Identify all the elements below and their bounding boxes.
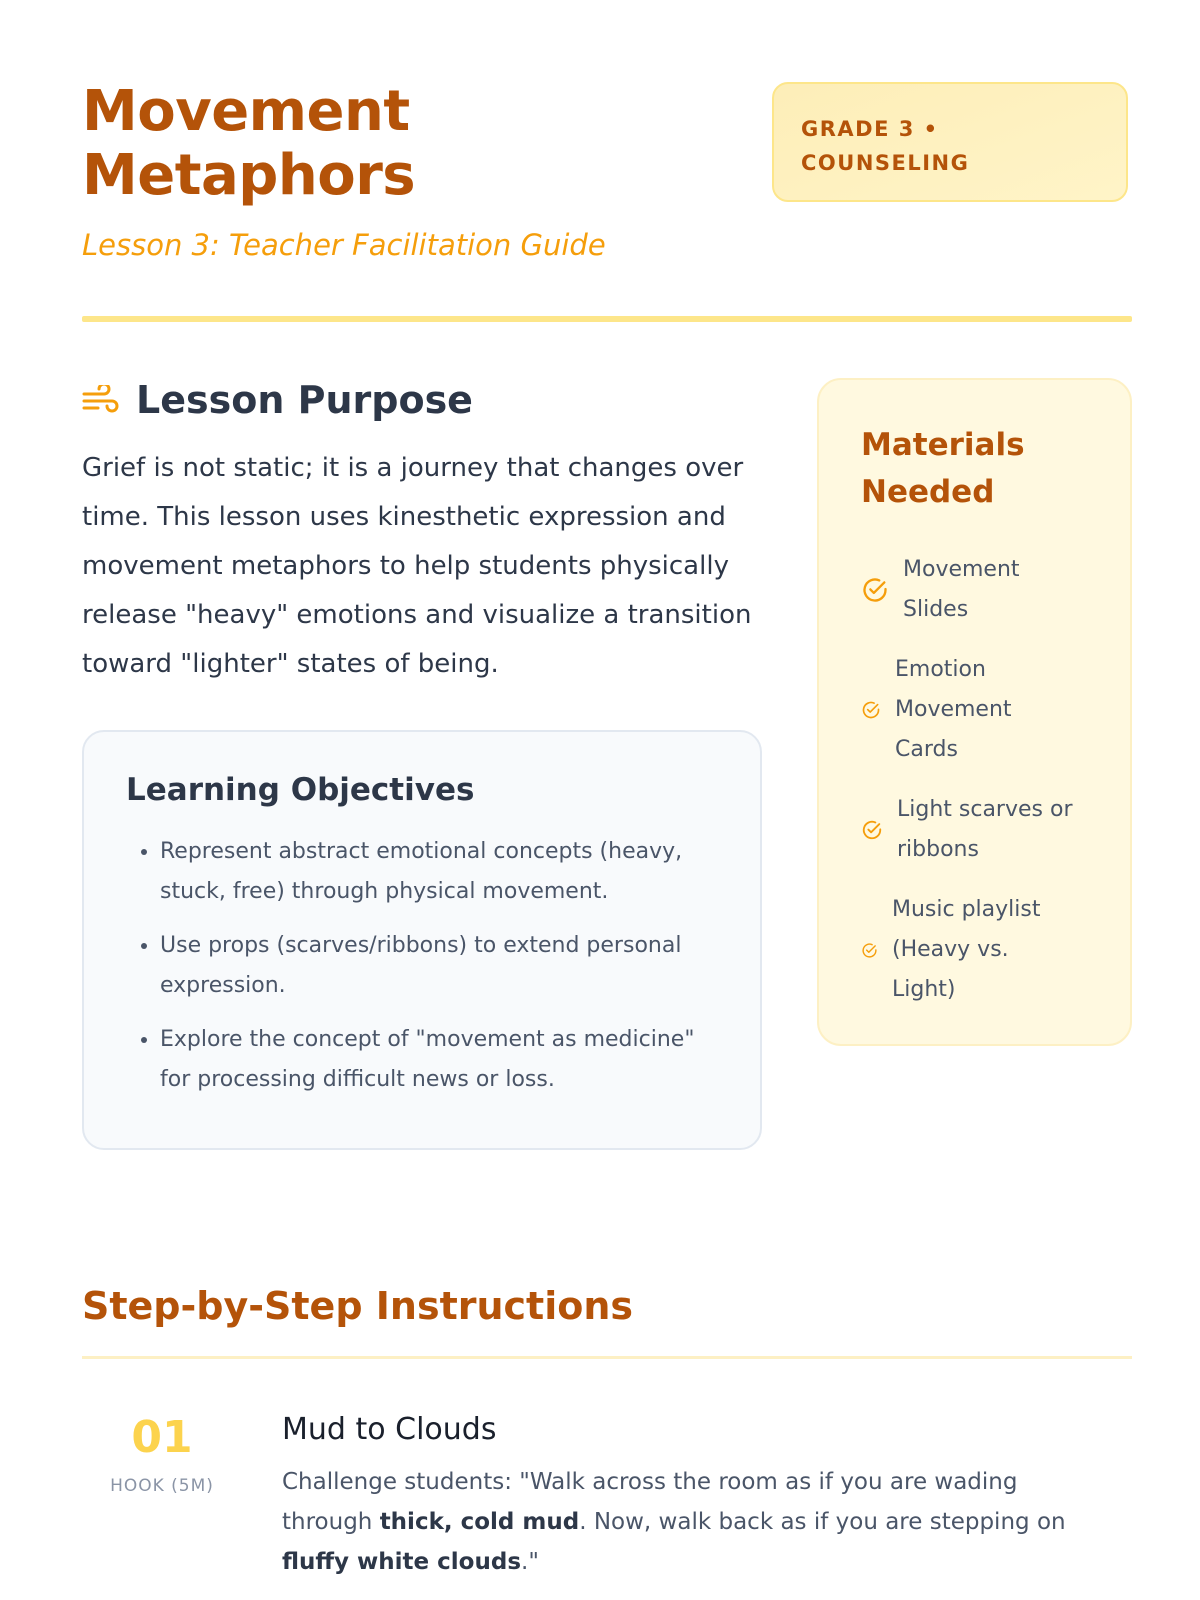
- materials-card: [817, 378, 1132, 1046]
- check-circle-icon: [861, 700, 881, 720]
- step-body-emphasis: fluffy white clouds: [282, 1549, 522, 1575]
- objective-item: • Represent abstract emotional concepts (heavy, stuck, free) through physical movement.: [160, 832, 720, 912]
- step-title: Mud to Clouds: [282, 1412, 497, 1447]
- materials-title: Materials Needed: [861, 427, 1025, 510]
- wind-icon: [82, 385, 120, 415]
- step-body-text: .": [521, 1549, 539, 1575]
- grade-badge-line-2: COUNSELING: [801, 151, 970, 175]
- step-number: 01: [131, 1412, 193, 1463]
- material-label: Light scarves or ribbons: [897, 797, 1073, 862]
- material-label: Emotion Movement Cards: [895, 657, 1012, 762]
- purpose-text: Grief is not static; it is a journey that changes over time. This lesson uses kinesthetic expression and movement metaphors to help students physically release "heavy" emotions and visualize a transition toward "lighter" states of being.: [82, 453, 752, 679]
- objectives-card: [82, 730, 762, 1150]
- check-circle-icon: [861, 819, 883, 841]
- steps-title: Step-by-Step Instructions: [82, 1284, 634, 1328]
- title-line-1: Movement: [82, 79, 410, 144]
- material-label: Movement Slides: [903, 557, 1020, 622]
- header-divider: [82, 316, 1132, 322]
- step-tag: HOOK (5M): [110, 1476, 214, 1496]
- material-item: [861, 550, 1130, 630]
- objective-item: • Use props (scarves/ribbons) to extend personal expression.: [160, 926, 720, 1006]
- objectives-title: Learning Objectives: [126, 772, 475, 808]
- material-item: [861, 790, 1130, 870]
- step-body: [282, 1462, 1112, 1582]
- step-body-text: . Now, walk back as if you are stepping on: [579, 1509, 1066, 1535]
- check-circle-icon: [861, 942, 878, 959]
- objective-item: • Explore the concept of "movement as medicine" for processing difficult news or loss.: [160, 1020, 720, 1100]
- check-circle-icon: [861, 576, 889, 604]
- page-subtitle: Lesson 3: Teacher Facilitation Guide: [82, 228, 606, 262]
- step-body-text: Challenge students: "Walk across the room as if you are wading through: [282, 1469, 1018, 1535]
- material-item: [861, 890, 1130, 1010]
- page-title: [82, 80, 642, 208]
- steps-divider: [82, 1356, 1132, 1359]
- material-item: [861, 650, 1130, 770]
- purpose-title: Lesson Purpose: [136, 378, 473, 422]
- purpose-heading: [82, 378, 473, 422]
- grade-badge-line-1: GRADE 3 •: [801, 117, 939, 141]
- step-body-emphasis: thick, cold mud: [379, 1509, 580, 1535]
- grade-badge: [772, 82, 1128, 202]
- objectives-list: [126, 832, 720, 1100]
- title-line-2: Metaphors: [82, 143, 416, 208]
- material-label: Music playlist (Heavy vs. Light): [892, 897, 1041, 1002]
